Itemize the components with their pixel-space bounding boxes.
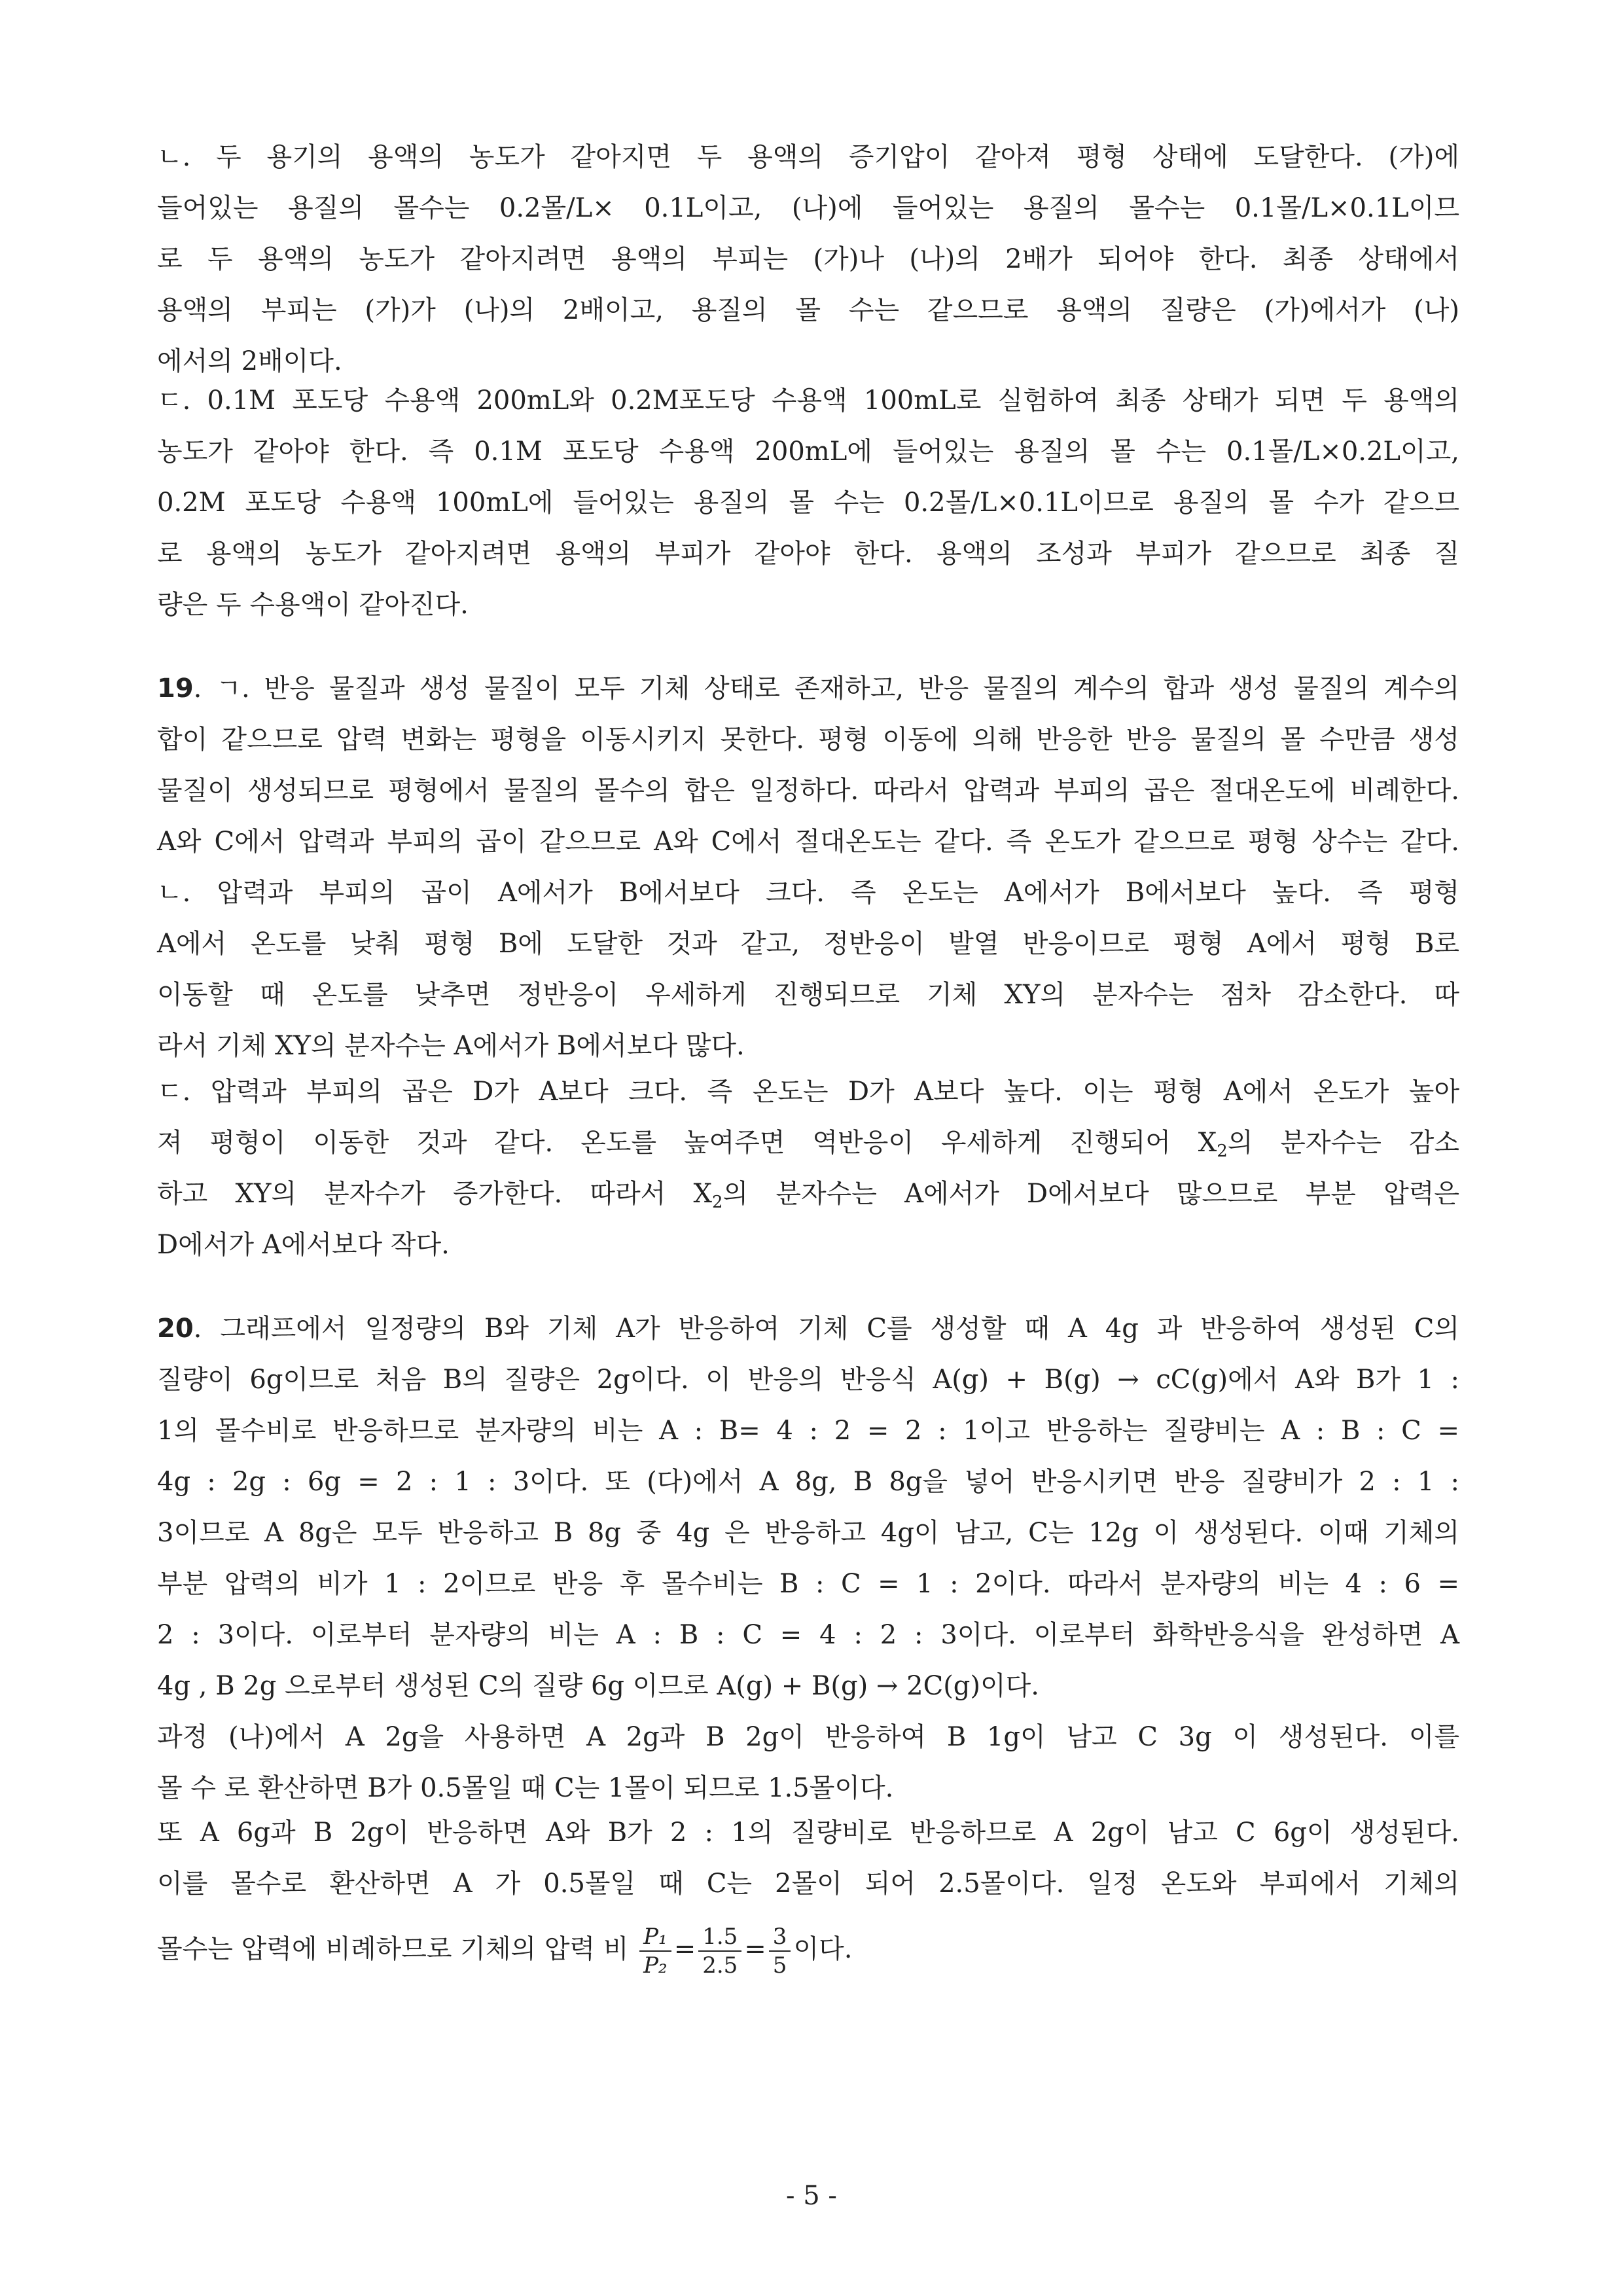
q19-line-5: ㄴ. 압력과 부피의 곱이 A에서가 B에서보다 크다. 즉 온도는 A에서가 B에서보다 높다. 즉 평형: [157, 878, 1459, 908]
q18-d-line-2: 농도가 같아야 한다. 즉 0.1M 포도당 수용액 200mL에 들어있는 용질의 몰 수는 0.1몰/L×0.2L이고,: [157, 437, 1459, 467]
result-fraction: [769, 1923, 791, 1979]
q19-line-6: A에서 온도를 낮춰 평형 B에 도달한 것과 같고, 정반응이 발열 반응이므로 평형 A에서 평형 B로: [157, 929, 1459, 959]
q20-ratio-suffix: 이다.: [793, 1934, 853, 1964]
q19-line-10-b: 의 분자수는 감소: [1227, 1128, 1459, 1158]
q20-line-7: 2 : 3이다. 이로부터 분자량의 비는 A : B : C = 4 : 2 : 3이다. 이로부터 화학반응식을 완성하면 A: [157, 1620, 1459, 1650]
q20-line-2: 질량이 6g이므로 처음 B의 질량은 2g이다. 이 반응의 반응식 A(g) + B(g) → cC(g)에서 A와 B가 1 :: [157, 1365, 1459, 1395]
pressure-ratio-numerator: P₁: [639, 1923, 671, 1952]
result-denominator: 5: [772, 1952, 787, 1979]
mole-ratio-numerator: 1.5: [698, 1923, 741, 1952]
equals-sign-1: =: [673, 1934, 696, 1964]
q19-line-11-b: 의 분자수는 A에서가 D에서보다 많으므로 부분 압력은: [722, 1179, 1459, 1209]
q18-d-line-1: ㄷ. 0.1M 포도당 수용액 200mL와 0.2M포도당 수용액 100mL로 실험하여 최종 상태가 되면 두 용액의: [157, 386, 1459, 416]
q18-d-line-3: 0.2M 포도당 수용액 100mL에 들어있는 용질의 몰 수는 0.2몰/L×0.1L이므로 용질의 몰 수가 같으므: [157, 488, 1459, 518]
q20-line-12: 이를 몰수로 환산하면 A 가 0.5몰일 때 C는 2몰이 되어 2.5몰이다. 일정 온도와 부피에서 기체의: [157, 1869, 1459, 1899]
q19-line-11-sub: 2: [711, 1193, 723, 1212]
q19-line-11: [157, 1174, 1459, 1222]
q18-n-line-4: 용액의 부피는 (가)가 (나)의 2배이고, 용질의 몰 수는 같으므로 용액의 질량은 (가)에서가 (나): [157, 295, 1459, 325]
pressure-ratio-fraction: [639, 1923, 671, 1979]
q19-line-1-text: . ㄱ. 반응 물질과 생성 물질이 모두 기체 상태로 존재하고, 반응 물질의 계수의 합과 생성 물질의 계수의: [193, 673, 1459, 704]
q20-line-10: 몰 수 로 환산하면 B가 0.5몰일 때 C는 1몰이 되므로 1.5몰이다.: [157, 1773, 894, 1803]
q19-line-12: D에서가 A에서보다 작다.: [157, 1230, 450, 1260]
q18-d-line-5: 량은 두 수용액이 같아진다.: [157, 590, 469, 620]
q20-line-11: 또 A 6g과 B 2g이 반응하면 A와 B가 2 : 1의 질량비로 반응하므로 A 2g이 남고 C 6g이 생성된다.: [157, 1818, 1459, 1848]
q20-line-1-text: . 그래프에서 일정량의 B와 기체 A가 반응하여 기체 C를 생성할 때 A 4g 과 반응하여 생성된 C의: [193, 1314, 1459, 1344]
mole-ratio-denominator: 2.5: [702, 1952, 738, 1979]
page-number: - 5 -: [786, 2181, 837, 2211]
q20-line-8: 4g , B 2g 으로부터 생성된 C의 질량 6g 이므로 A(g) + B(g) → 2C(g)이다.: [157, 1671, 1040, 1701]
q20-line-6: 부분 압력의 비가 1 : 2이므로 반응 후 몰수비는 B : C = 1 : 2이다. 따라서 분자량의 비는 4 : 6 =: [157, 1569, 1459, 1599]
q18-n-line-1: ㄴ. 두 용기의 용액의 농도가 같아지면 두 용액의 증기압이 같아져 평형 상태에 도달한다. (가)에: [157, 142, 1459, 172]
q20-ratio-prefix: 몰수는 압력에 비례하므로 기체의 압력 비: [157, 1934, 637, 1964]
q20-line-4: 4g : 2g : 6g = 2 : 1 : 3이다. 또 (다)에서 A 8g, B 8g을 넣어 반응시키면 반응 질량비가 2 : 1 :: [157, 1467, 1459, 1497]
q20-line-5: 3이므로 A 8g은 모두 반응하고 B 8g 중 4g 은 반응하고 4g이 남고, C는 12g 이 생성된다. 이때 기체의: [157, 1518, 1459, 1548]
q18-d-line-4: 로 용액의 농도가 같아지려면 용액의 부피가 같아야 한다. 용액의 조성과 부피가 같으므로 최종 질: [157, 539, 1459, 569]
q19-line-10: [157, 1123, 1459, 1171]
q20-line-3: 1의 몰수비로 반응하므로 분자량의 비는 A : B= 4 : 2 = 2 : 1이고 반응하는 질량비는 A : B : C =: [157, 1416, 1459, 1446]
q18-n-line-2: 들어있는 용질의 몰수는 0.2몰/L× 0.1L이고, (나)에 들어있는 용질의 몰수는 0.1몰/L×0.1L이므: [157, 193, 1459, 223]
result-numerator: 3: [769, 1923, 791, 1952]
pressure-ratio-denominator: P₂: [643, 1952, 668, 1979]
equals-sign-2: =: [744, 1934, 766, 1964]
q19-number: 19: [157, 673, 194, 704]
q19-line-11-a: 하고 XY의 분자수가 증가한다. 따라서 X: [157, 1179, 712, 1209]
q20-line-1: [157, 1309, 1459, 1348]
q19-line-1: [157, 669, 1459, 708]
q19-line-2: 합이 같으므로 압력 변화는 평형을 이동시키지 못한다. 평형 이동에 의해 반응한 반응 물질의 몰 수만큼 생성: [157, 725, 1459, 755]
q19-line-10-sub: 2: [1217, 1141, 1228, 1161]
q20-line-9: 과정 (나)에서 A 2g을 사용하면 A 2g과 B 2g이 반응하여 B 1g이 남고 C 3g 이 생성된다. 이를: [157, 1722, 1459, 1752]
q19-line-9: ㄷ. 압력과 부피의 곱은 D가 A보다 크다. 즉 온도는 D가 A보다 높다. 이는 평형 A에서 온도가 높아: [157, 1077, 1459, 1107]
q19-line-7: 이동할 때 온도를 낮추면 정반응이 우세하게 진행되므로 기체 XY의 분자수는 점차 감소한다. 따: [157, 980, 1459, 1010]
q20-number: 20: [157, 1314, 194, 1344]
q18-n-line-3: 로 두 용액의 농도가 같아지려면 용액의 부피는 (가)나 (나)의 2배가 되어야 한다. 최종 상태에서: [157, 244, 1459, 274]
q18-n-line-5: 에서의 2배이다.: [157, 346, 342, 376]
q19-line-8: 라서 기체 XY의 분자수는 A에서가 B에서보다 많다.: [157, 1031, 745, 1061]
q20-line-13: [157, 1923, 852, 1979]
q19-line-10-a: 져 평형이 이동한 것과 같다. 온도를 높여주면 역반응이 우세하게 진행되어 X: [157, 1128, 1217, 1158]
mole-ratio-fraction: [698, 1923, 741, 1979]
q19-line-4: A와 C에서 압력과 부피의 곱이 같으므로 A와 C에서 절대온도는 같다. 즉 온도가 같으므로 평형 상수는 같다.: [157, 827, 1459, 857]
q19-line-3: 물질이 생성되므로 평형에서 물질의 몰수의 합은 일정하다. 따라서 압력과 부피의 곱은 절대온도에 비례한다.: [157, 776, 1459, 806]
